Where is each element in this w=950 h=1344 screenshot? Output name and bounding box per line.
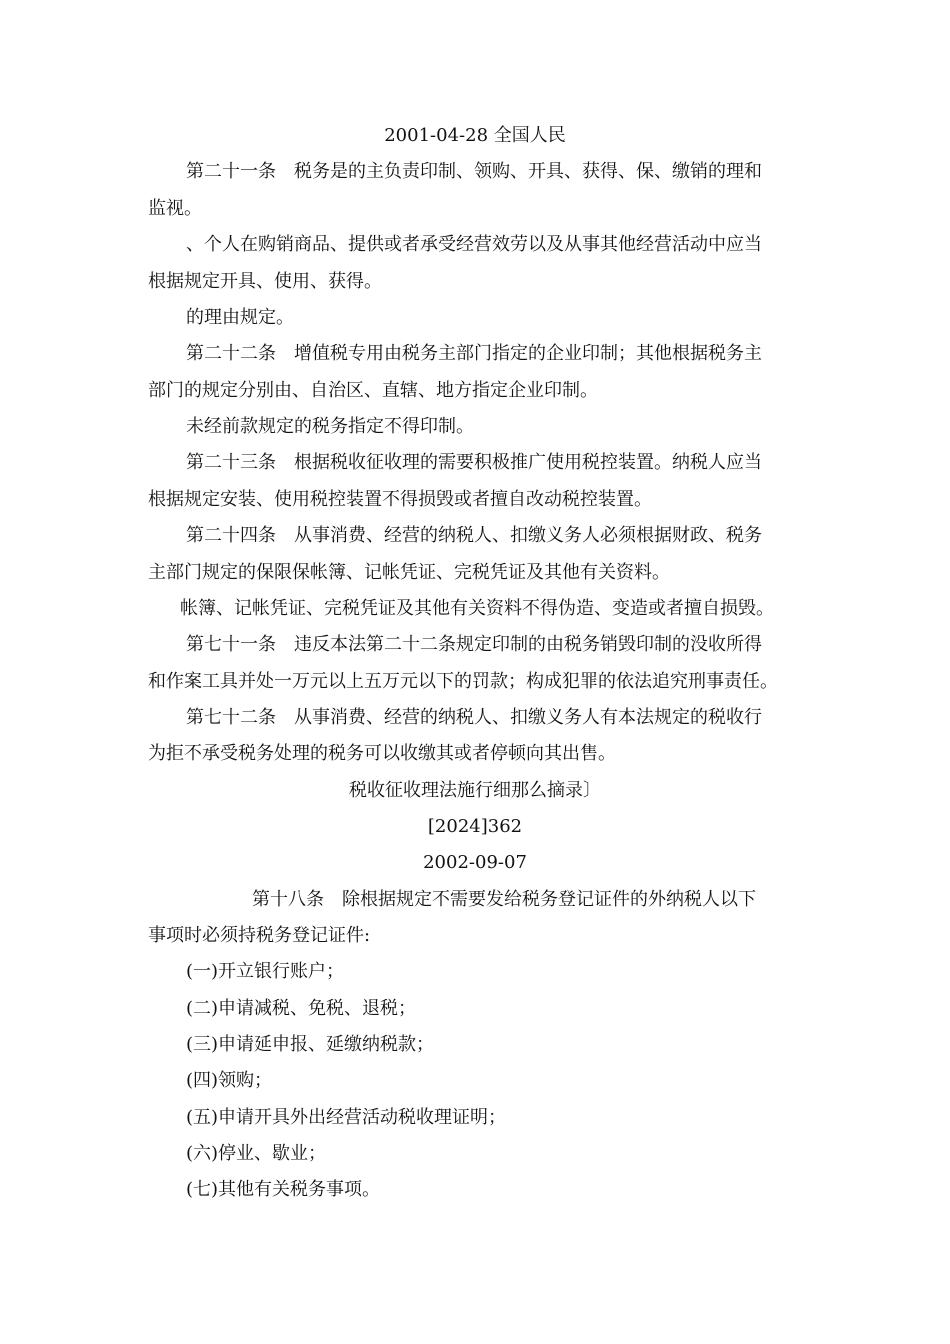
section-title: 税收征收理法施行细那么摘录〕	[349, 780, 601, 801]
article-21-cont: 监视。	[148, 198, 202, 219]
paragraph-line: 、个人在购销商品、提供或者承受经营效劳以及从事其他经营活动中应当	[186, 234, 762, 255]
list-item: (二)申请减税、免税、退税；	[186, 998, 417, 1019]
article-21: 第二十一条 税务是的主负责印制、领购、开具、获得、保、缴销的理和	[186, 161, 762, 182]
article-23: 第二十三条 根据税收征收理的需要积极推广使用税控装置。纳税人应当	[186, 452, 762, 473]
paragraph-line: 帐簿、记帐凭证、完税凭证及其他有关资料不得伪造、变造或者擅自损毁。	[180, 598, 774, 619]
list-item: (四)领购；	[186, 1070, 273, 1091]
article-22: 第二十二条 增值税专用由税务主部门指定的企业印制；其他根据税务主	[186, 343, 762, 364]
list-item: (七)其他有关税务事项。	[186, 1179, 381, 1200]
header-date-line: 2001-04-28 全国人民	[384, 125, 566, 146]
article-72-cont: 为拒不承受税务处理的税务可以收缴其或者停顿向其出售。	[148, 743, 616, 764]
paragraph-line: 根据规定开具、使用、获得。	[148, 271, 382, 292]
article-71: 第七十一条 违反本法第二十二条规定印制的由税务销毁印制的没收所得	[186, 634, 762, 655]
paragraph-line: 的理由规定。	[186, 307, 294, 328]
article-22-cont: 部门的规定分别由、自治区、直辖、地方指定企业印制。	[148, 380, 598, 401]
list-item: (一)开立银行账户；	[186, 961, 345, 982]
document-number: [2024]362	[427, 816, 523, 837]
list-item: (三)申请延申报、延缴纳税款；	[186, 1034, 435, 1055]
list-item: (五)申请开具外出经营活动税收理证明；	[186, 1107, 507, 1128]
list-item: (六)停业、歇业；	[186, 1143, 327, 1164]
article-71-cont: 和作案工具并处一万元以上五万元以下的罚款；构成犯罪的依法追究刑事责任。	[148, 671, 778, 692]
article-18-cont: 事项时必须持税务登记证件:	[148, 925, 371, 946]
article-18: 第十八条 除根据规定不需要发给税务登记证件的外纳税人以下	[252, 889, 756, 910]
section-date: 2002-09-07	[423, 852, 527, 873]
article-24-cont: 主部门规定的保限保帐簿、记帐凭证、完税凭证及其他有关资料。	[148, 562, 670, 583]
article-72: 第七十二条 从事消费、经营的纳税人、扣缴义务人有本法规定的税收行	[186, 707, 762, 728]
paragraph-line: 未经前款规定的税务指定不得印制。	[186, 416, 474, 437]
article-24: 第二十四条 从事消费、经营的纳税人、扣缴义务人必须根据财政、税务	[186, 525, 762, 546]
article-23-cont: 根据规定安装、使用税控装置不得损毁或者擅自改动税控装置。	[148, 489, 652, 510]
